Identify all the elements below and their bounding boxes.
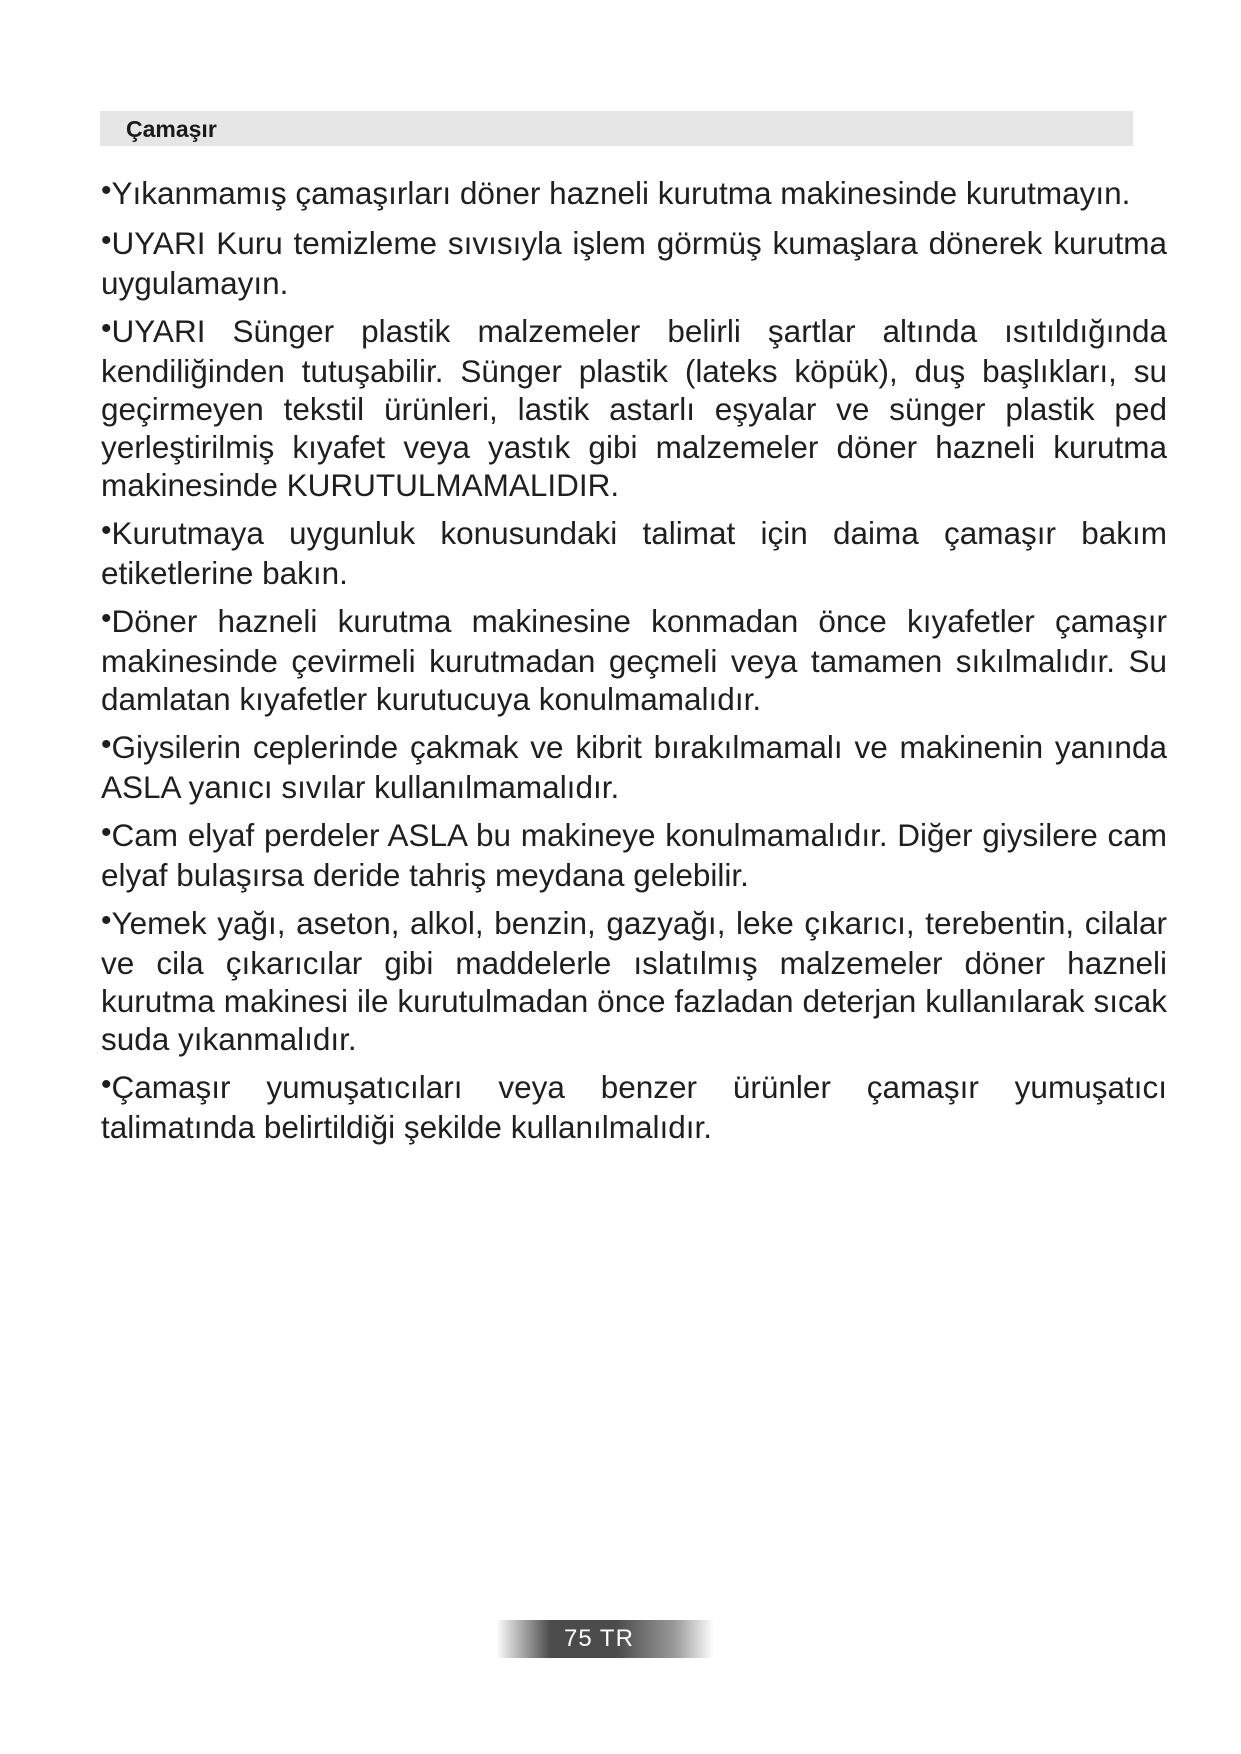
list-item-text: Giysilerin ceplerinde çakmak ve kibrit bırakılmamalı ve makinenin yanında ASLA yanıcı sıvılar kullanılmamalıdır. <box>101 729 1167 805</box>
list-item-text: UYARI Sünger plastik malzemeler belirli şartlar altında ısıtıldığında kendiliğinden tutuşabilir. Sünger plastik (lateks köpük), duş başlıkları, su geçirmeyen tekstil ürünleri, lastik astarlı eşyalar ve sünger plastik ped yerleştirilmiş kıyafet veya yastık gibi malzemeler döner hazneli kurutma makinesinde KURUTULMAMALIDIR. <box>101 313 1167 503</box>
section-title: Çamaşır <box>126 116 217 142</box>
list-item <box>101 602 1167 718</box>
list-item-text: UYARI Kuru temizleme sıvısıyla işlem görmüş kumaşlara dönerek kurutma uygulamayın. <box>101 225 1167 301</box>
list-item-text: Çamaşır yumuşatıcıları veya benzer ürünler çamaşır yumuşatıcı talimatında belirtildiği şekilde kullanılmalıdır. <box>101 1069 1167 1145</box>
list-item-text: Yıkanmamış çamaşırları döner hazneli kurutma makinesinde kurutmayın. <box>111 175 1131 211</box>
bullet-icon: • <box>101 174 112 207</box>
list-item <box>101 224 1167 302</box>
page-number: 75 TR <box>564 1625 634 1652</box>
list-item <box>101 728 1167 806</box>
list-item-text: Kurutmaya uygunluk konusundaki talimat için daima çamaşır bakım etiketlerine bakın. <box>101 515 1167 591</box>
page-number-badge <box>496 1620 714 1658</box>
list-item-text: Cam elyaf perdeler ASLA bu makineye konulmamalıdır. Diğer giysilere cam elyaf bulaşırsa deride tahriş meydana gelebilir. <box>101 817 1167 893</box>
bullet-icon: • <box>101 514 112 547</box>
bullet-icon: • <box>101 312 112 345</box>
list-item <box>101 174 1167 214</box>
bullet-icon: • <box>101 224 112 257</box>
list-item <box>101 514 1167 592</box>
list-item <box>101 312 1167 504</box>
instruction-list <box>101 174 1167 1156</box>
bullet-icon: • <box>101 904 112 937</box>
bullet-icon: • <box>101 602 112 635</box>
list-item <box>101 1068 1167 1146</box>
list-item-text: Döner hazneli kurutma makinesine konmadan önce kıyafetler çamaşır makinesinde çevirmeli kurutmadan geçmeli veya tamamen sıkılmalıdır. Su damlatan kıyafetler kurutucuya konulmamalıdır. <box>101 603 1167 717</box>
bullet-icon: • <box>101 816 112 849</box>
section-header <box>100 111 1133 146</box>
list-item <box>101 816 1167 894</box>
list-item <box>101 904 1167 1058</box>
list-item-text: Yemek yağı, aseton, alkol, benzin, gazyağı, leke çıkarıcı, terebentin, cilalar ve cila çıkarıcılar gibi maddelerle ıslatılmış malzemeler döner hazneli kurutma makinesi ile kurutulmadan önce fazladan deterjan kullanılarak sıcak suda yıkanmalıdır. <box>101 905 1167 1057</box>
bullet-icon: • <box>101 1068 112 1101</box>
bullet-icon: • <box>101 728 112 761</box>
